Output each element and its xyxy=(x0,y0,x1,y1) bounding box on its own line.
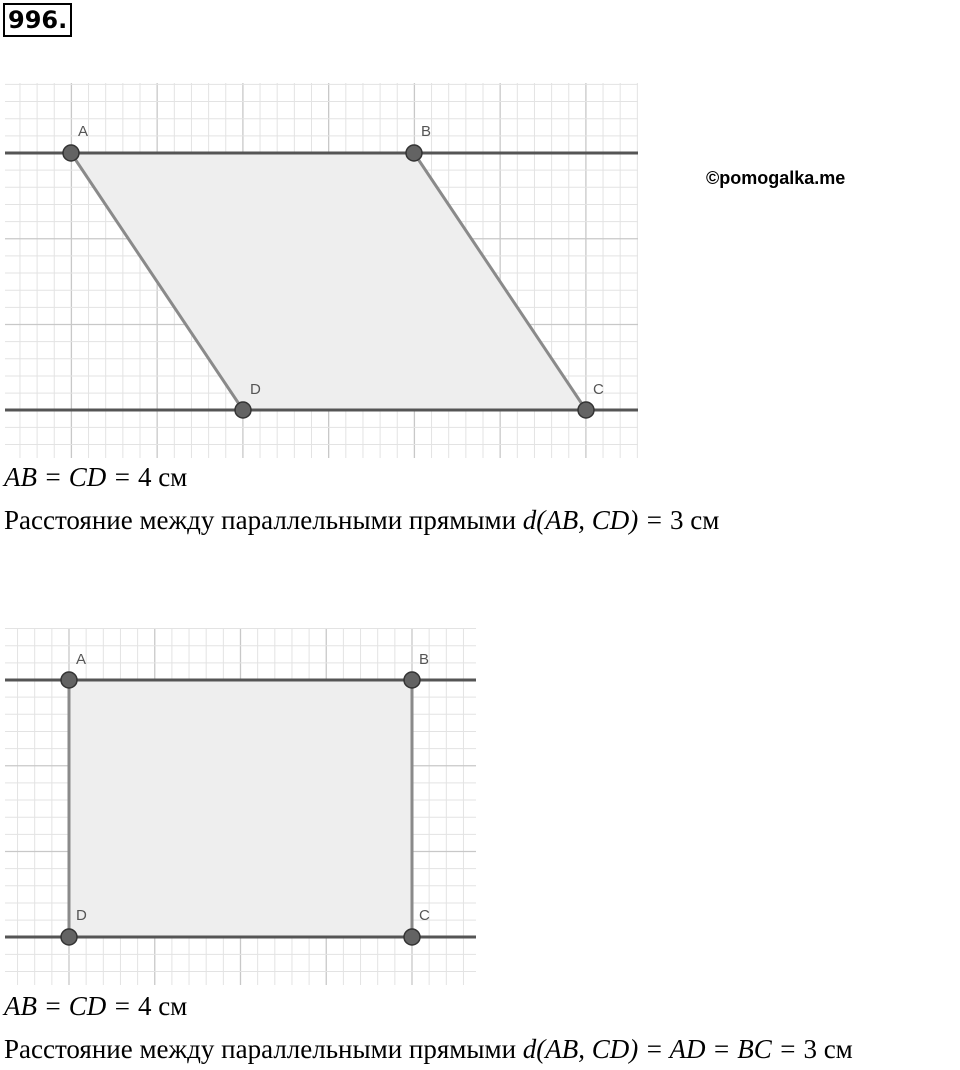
distance-prefix: Расстояние между параллельными прямыми xyxy=(4,505,523,535)
point-d xyxy=(61,929,77,945)
distance-math: d(AB, CD) = AD = BC = xyxy=(522,1034,804,1064)
equation-unit: 4 см xyxy=(137,462,188,492)
rectangle-fill xyxy=(69,680,412,937)
equation-math: AB = CD = xyxy=(4,991,138,1021)
equation-unit: 4 см xyxy=(137,991,188,1021)
distance-line-2 xyxy=(4,1034,853,1065)
label-a: A xyxy=(76,651,87,668)
label-c: C xyxy=(593,381,604,398)
parallelogram-fill xyxy=(71,153,586,410)
point-c xyxy=(578,402,594,418)
label-d: D xyxy=(250,381,261,398)
point-a xyxy=(63,145,79,161)
point-b xyxy=(404,672,420,688)
distance-unit: 3 см xyxy=(803,1034,853,1064)
point-a xyxy=(61,672,77,688)
point-d xyxy=(235,402,251,418)
distance-unit: 3 см xyxy=(670,505,720,535)
distance-math: d(AB, CD) = xyxy=(522,505,670,535)
label-b: B xyxy=(421,123,432,140)
label-b: B xyxy=(419,651,430,668)
distance-line-1 xyxy=(4,505,719,536)
point-c xyxy=(404,929,420,945)
distance-prefix: Расстояние между параллельными прямыми xyxy=(4,1034,523,1064)
equation-math: AB = CD = xyxy=(4,462,138,492)
rectangle-figure xyxy=(0,625,480,990)
label-c: C xyxy=(419,907,430,924)
equation-line-1 xyxy=(4,462,187,493)
equation-line-2 xyxy=(4,991,187,1022)
watermark: ©pomogalka.me xyxy=(706,168,846,188)
point-b xyxy=(406,145,422,161)
label-d: D xyxy=(76,907,87,924)
parallelogram-figure xyxy=(0,80,640,460)
problem-number: 996. xyxy=(3,3,72,37)
label-a: A xyxy=(78,123,89,140)
